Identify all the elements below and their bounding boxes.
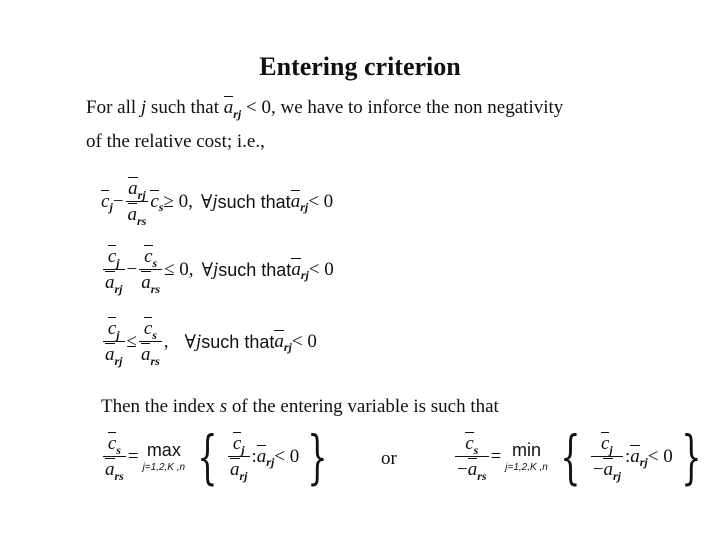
min-formula xyxy=(453,423,710,491)
var-a-bar: a xyxy=(290,191,301,212)
var-a-bar: a xyxy=(105,344,115,365)
neg-sign: − xyxy=(592,459,604,480)
minus-sign: − xyxy=(126,259,138,280)
subscript-rj: rj xyxy=(300,199,309,214)
equals-sign: = xyxy=(490,446,502,467)
var-c-bar: c xyxy=(107,433,117,454)
subscript-rs: rs xyxy=(150,282,161,296)
var-a-bar: a xyxy=(223,97,234,118)
subscript-rj: rj xyxy=(639,454,648,469)
var-c-bar: c xyxy=(101,191,110,212)
forall-symbol: ∀ xyxy=(184,331,197,353)
var-j: j xyxy=(140,97,147,118)
fraction-c-s-over-a-rs xyxy=(103,433,126,481)
leq-zero: ≤ 0, xyxy=(164,259,194,280)
var-a-bar: a xyxy=(256,446,267,467)
colon: : xyxy=(624,446,631,467)
leq-sign: ≤ xyxy=(126,331,137,352)
subscript-rj: rj xyxy=(137,188,146,202)
var-a-bar: a xyxy=(140,344,151,365)
minus-sign: − xyxy=(112,191,124,212)
var-a-bar: a xyxy=(603,459,613,480)
max-label: max xyxy=(146,440,181,460)
max-operator xyxy=(143,441,186,473)
or-text: or xyxy=(381,448,397,469)
comma: , xyxy=(163,331,169,352)
var-c-bar: c xyxy=(232,433,242,454)
page-title: Entering criterion xyxy=(259,52,461,81)
var-c-bar: c xyxy=(600,433,610,454)
left-brace: { xyxy=(560,423,581,491)
intro-suffix: we have to inforce the non negativity xyxy=(275,97,564,118)
min-operator xyxy=(505,441,548,473)
fraction-c-j-over-a-rj xyxy=(103,246,125,294)
subscript-rj: rj xyxy=(239,469,248,483)
var-c-bar: c xyxy=(107,318,117,339)
max-formula xyxy=(101,423,336,491)
lt-zero: < 0 xyxy=(647,446,673,467)
var-c-bar: c xyxy=(107,246,117,267)
lt-zero: < 0 xyxy=(308,259,334,280)
fraction-c-s-over-neg-a-rs xyxy=(455,433,489,481)
inequality-1 xyxy=(101,178,333,226)
fraction-c-j-over-a-rj xyxy=(103,318,125,366)
subscript-s: s xyxy=(158,199,164,214)
var-s: s xyxy=(219,396,228,417)
then-prefix: Then the index xyxy=(101,396,220,417)
intro-line-1 xyxy=(86,97,563,119)
var-a-bar: a xyxy=(467,459,478,480)
subscript-rj: rj xyxy=(114,282,123,296)
var-a-bar: a xyxy=(230,459,240,480)
fraction-c-j-over-a-rj xyxy=(228,433,250,481)
left-brace: { xyxy=(197,423,218,491)
geq-zero: ≥ 0, xyxy=(163,191,193,212)
index-range: j=1,2,K ,n xyxy=(505,462,548,473)
subscript-s: s xyxy=(152,328,157,342)
then-suffix: of the entering variable is such that xyxy=(227,396,499,417)
intro-lt0: < 0, xyxy=(241,97,276,118)
subscript-rj: rj xyxy=(283,339,292,354)
such-that-text: such that xyxy=(201,331,275,352)
forall-symbol: ∀ xyxy=(200,191,213,213)
forall-symbol: ∀ xyxy=(201,259,213,281)
fraction-a-rj-over-a-rs xyxy=(126,178,149,226)
colon: : xyxy=(251,446,257,467)
subscript-s: s xyxy=(152,256,158,270)
subscript-rs: rs xyxy=(137,214,147,228)
subscript-s: s xyxy=(473,443,479,457)
subscript-rj: rj xyxy=(233,107,242,121)
subscript-rj: rj xyxy=(114,354,123,368)
subscript-j: j xyxy=(116,328,120,342)
min-label: min xyxy=(512,440,542,460)
subscript-s: s xyxy=(116,443,121,457)
subscript-rj: rj xyxy=(300,267,309,282)
equals-sign: = xyxy=(127,446,139,467)
fraction-c-j-over-neg-a-rj xyxy=(591,433,623,481)
var-a-bar: a xyxy=(141,272,151,293)
var-j: j xyxy=(212,191,218,212)
var-c-bar: c xyxy=(143,318,153,339)
inequality-2 xyxy=(101,246,334,294)
var-a-bar: a xyxy=(291,259,301,280)
subscript-rs: rs xyxy=(150,354,160,368)
var-c-bar: c xyxy=(465,433,474,454)
such-that-text: such that xyxy=(217,191,291,212)
right-brace: } xyxy=(681,423,702,491)
neg-sign: − xyxy=(457,459,468,480)
var-j: j xyxy=(196,331,202,352)
subscript-rj: rj xyxy=(266,454,275,469)
index-range: j=1,2,K ,n xyxy=(142,462,186,473)
subscript-rs: rs xyxy=(114,469,124,483)
then-line xyxy=(101,396,499,418)
subscript-j: j xyxy=(241,443,245,457)
subscript-j: j xyxy=(109,199,113,214)
var-a-bar: a xyxy=(127,204,137,225)
var-c-bar: c xyxy=(144,246,153,267)
inequality-3 xyxy=(101,318,317,366)
subscript-j: j xyxy=(116,256,120,270)
intro-prefix: For all xyxy=(86,97,141,118)
var-a-bar: a xyxy=(128,178,138,199)
var-a-bar: a xyxy=(630,446,640,467)
such-that-text: such that xyxy=(218,259,292,280)
right-brace: } xyxy=(307,423,328,491)
lt-zero: < 0 xyxy=(308,191,334,212)
var-a-bar: a xyxy=(274,331,284,352)
var-j: j xyxy=(212,259,219,280)
fraction-c-s-over-a-rs xyxy=(139,318,162,366)
var-c-bar: c xyxy=(150,191,159,212)
intro-such-that: such that xyxy=(146,97,224,118)
lt-zero: < 0 xyxy=(274,446,300,467)
var-a-bar: a xyxy=(105,459,115,480)
subscript-rj: rj xyxy=(612,469,621,483)
var-a-bar: a xyxy=(105,272,115,293)
subscript-j: j xyxy=(609,443,613,457)
subscript-rs: rs xyxy=(477,469,487,483)
lt-zero: < 0 xyxy=(291,331,317,352)
fraction-c-s-over-a-rs xyxy=(139,246,162,294)
intro-line-2: of the relative cost; i.e., xyxy=(86,131,265,152)
